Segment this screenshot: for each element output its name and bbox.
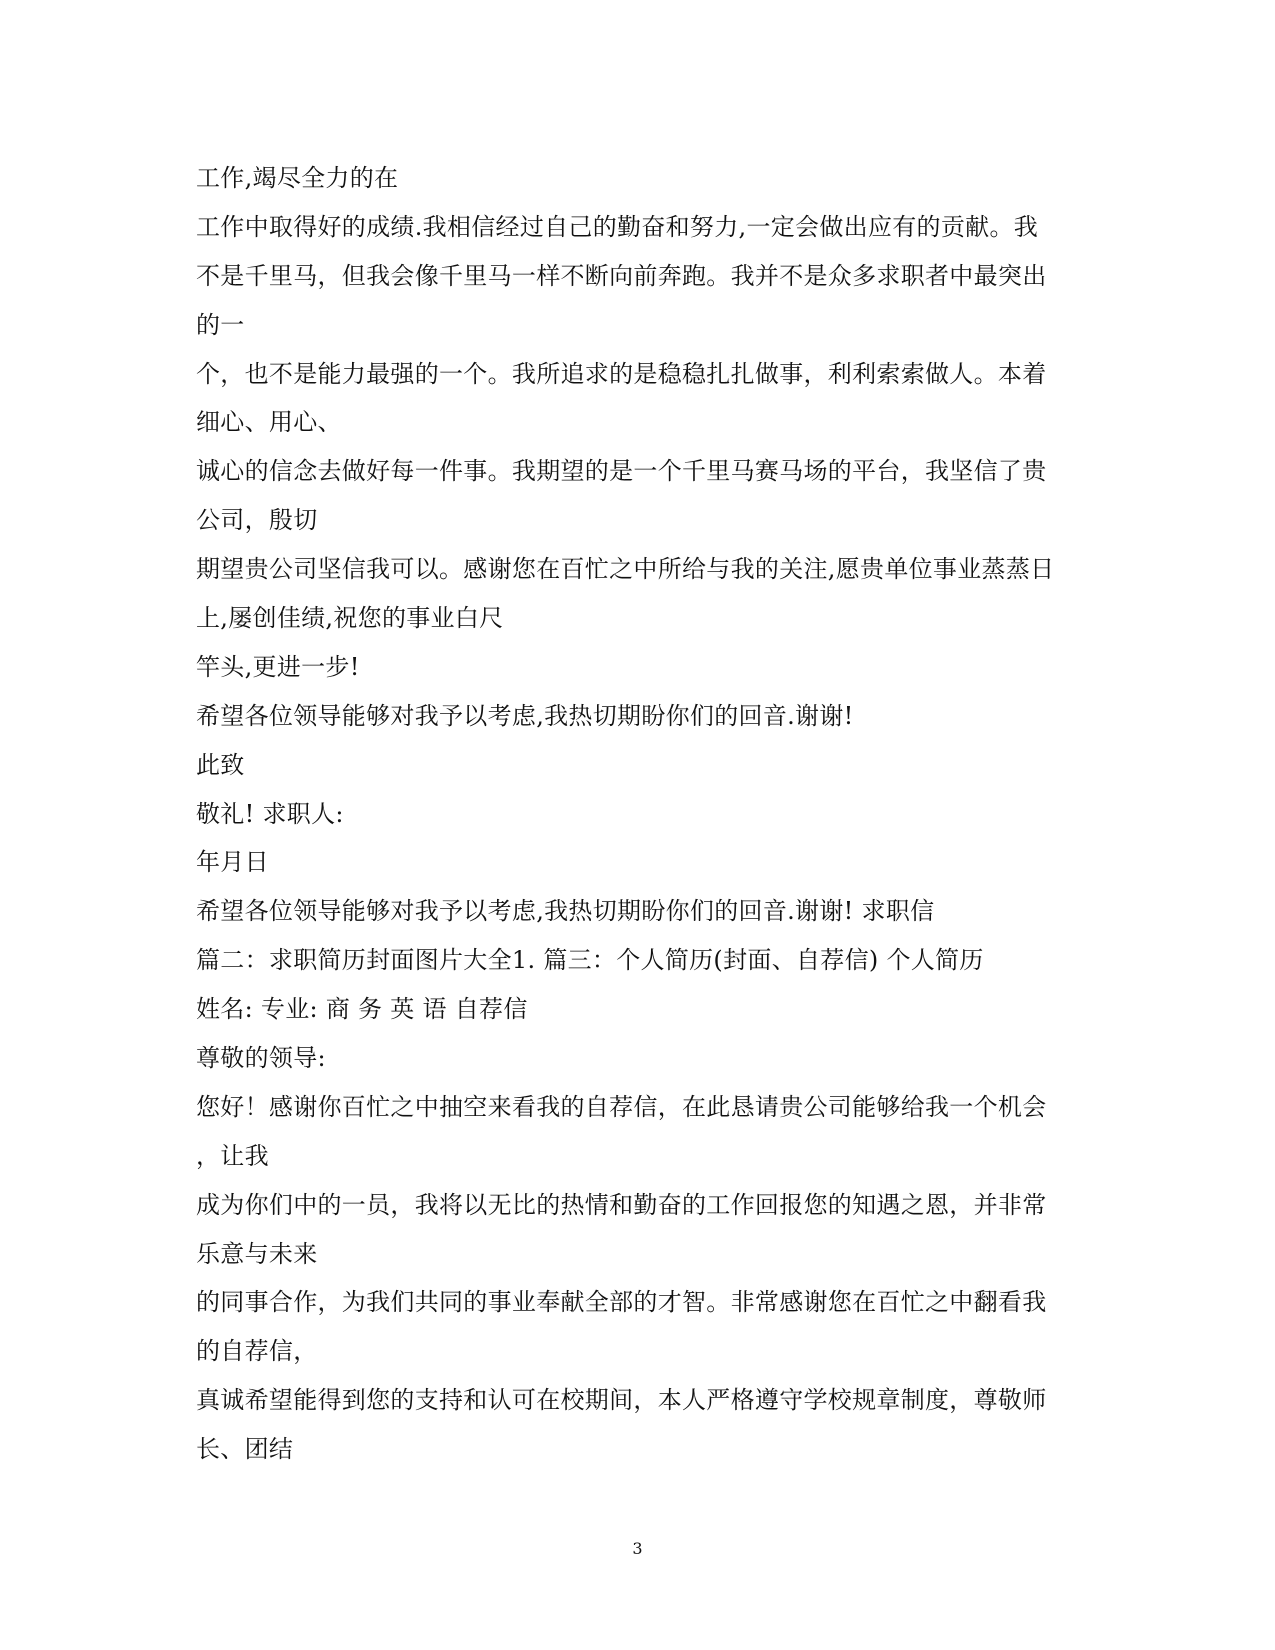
text-line: 尊敬的领导:: [196, 1044, 326, 1073]
text-line: 希望各位领导能够对我予以考虑,我热切期盼你们的回音.谢谢! 求职信: [196, 897, 935, 926]
text-line: 竿头,更进一步!: [196, 652, 360, 681]
text-line: 您好！感谢你百忙之中抽空来看我的自荐信，在此恳请贵公司能够给我一个机会: [196, 1092, 1047, 1121]
text-line: 期望贵公司坚信我可以。感谢您在百忙之中所给与我的关注,愿贵单位事业蒸蒸日: [196, 555, 1055, 584]
text-line: 个，也不是能力最强的一个。我所追求的是稳稳扎扎做事，利利索索做人。本着: [196, 359, 1047, 388]
text-line: 篇二：求职简历封面图片大全1. 篇三：个人简历(封面、自荐信) 个人简历: [196, 946, 984, 975]
page-number: 3: [632, 1539, 643, 1558]
text-line: 姓名: 专业: 商 务 英 语 自荐信: [196, 995, 528, 1024]
text-line: 工作,竭尽全力的在: [196, 164, 399, 192]
text-line: 乐意与未来: [196, 1239, 318, 1268]
text-line: 此致: [196, 750, 245, 779]
text-line: 上,屡创佳绩,祝您的事业白尺: [196, 604, 504, 633]
text-line: 细心、用心、: [196, 408, 342, 437]
text-line: 成为你们中的一员，我将以无比的热情和勤奋的工作回报您的知遇之恩，并非常: [196, 1190, 1047, 1219]
text-line: 敬礼! 求职人:: [196, 799, 344, 828]
text-line: 诚心的信念去做好每一件事。我期望的是一个千里马赛马场的平台，我坚信了贵: [196, 457, 1047, 486]
text-line: 年月日: [196, 848, 269, 877]
text-line: 长、团结: [196, 1435, 294, 1464]
text-line: 的一: [196, 310, 245, 339]
text-line: ，让我: [196, 1141, 269, 1170]
text-line: 真诚希望能得到您的支持和认可在校期间，本人严格遵守学校规章制度，尊敬师: [196, 1386, 1047, 1415]
text-line: 的同事合作，为我们共同的事业奉献全部的才智。非常感谢您在百忙之中翻看我: [196, 1288, 1047, 1317]
text-line: 公司，殷切: [196, 506, 318, 535]
text-line: 的自荐信，: [196, 1337, 318, 1366]
text-line: 不是千里马，但我会像千里马一样不断向前奔跑。我并不是众多求职者中最突出: [196, 261, 1047, 290]
document-body: [196, 154, 1096, 1474]
text-line: 工作中取得好的成绩.我相信经过自己的勤奋和努力,一定会做出应有的贡献。我: [196, 212, 1039, 241]
text-line: 希望各位领导能够对我予以考虑,我热切期盼你们的回音.谢谢!: [196, 701, 854, 730]
